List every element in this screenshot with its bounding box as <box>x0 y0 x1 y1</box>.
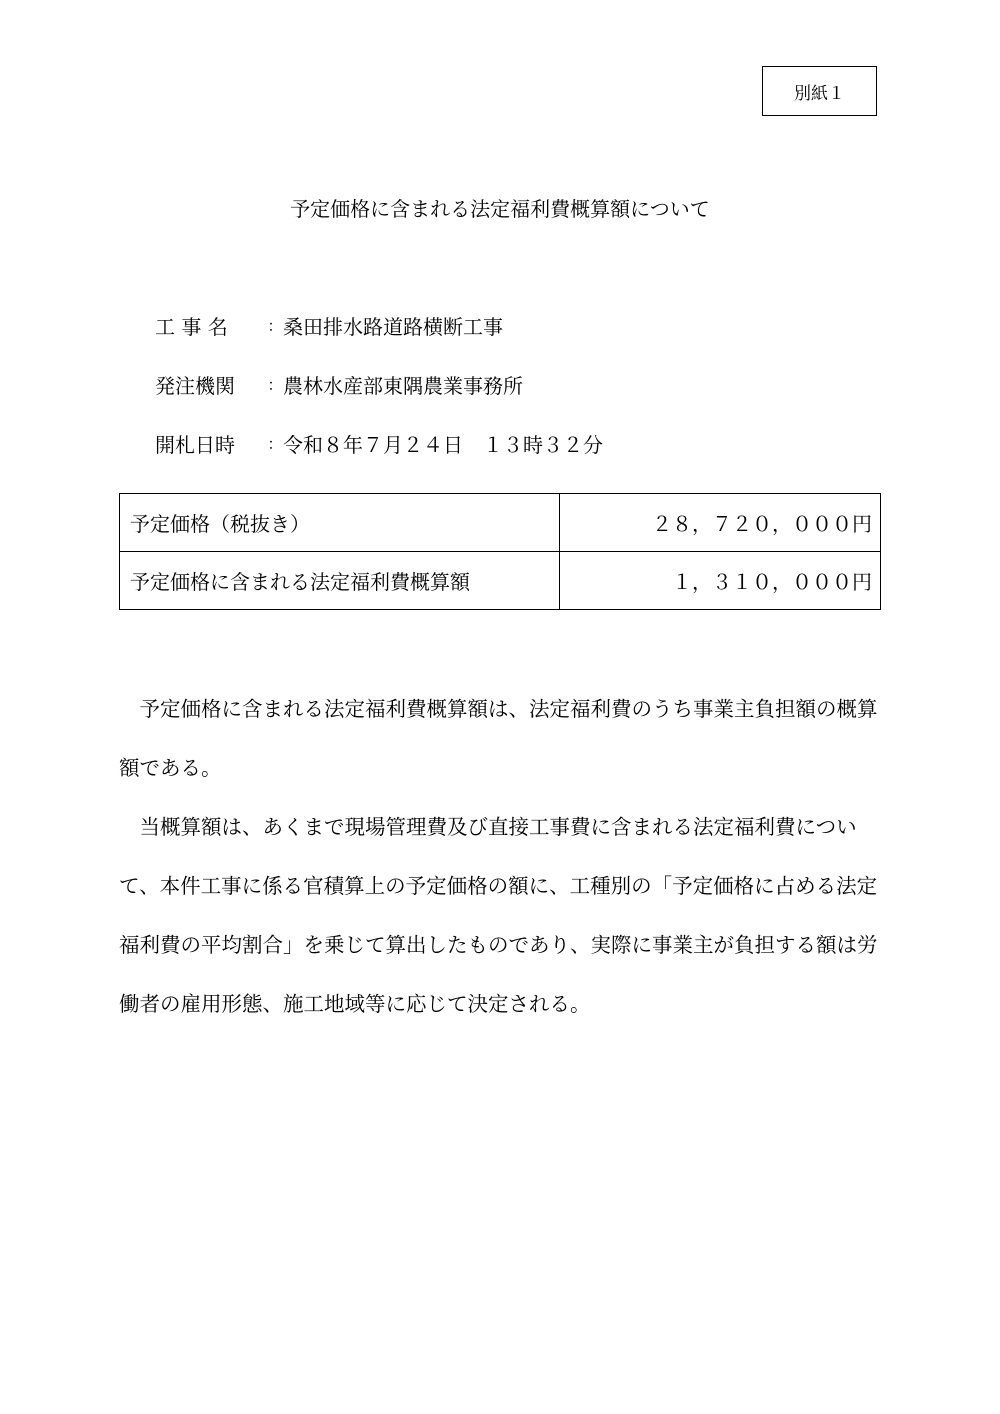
info-colon: ： <box>267 434 283 453</box>
info-value: 令和８年７月２４日 １３時３２分 <box>283 432 603 457</box>
info-colon: ： <box>267 375 283 394</box>
paragraph: 当概算額は、あくまで現場管理費及び直接工事費に含まれる法定福利費について、本件工事に係る官積算上の予定価格の額に、工種別の「予定価格に占める法定福利費の平均割合」を乗じて算出したものであり、実際に事業主が負担する額は労働者の雇用形態、施工地域等に応じて決定される。 <box>119 815 878 1016</box>
info-value: 農林水産部東隅農業事務所 <box>283 373 523 398</box>
table-cell-label: 予定価格（税抜き） <box>120 494 560 552</box>
info-label: 発注機関 <box>155 373 235 398</box>
info-row-bid-opening-datetime <box>155 428 603 458</box>
info-value: 桑田排水路道路横断工事 <box>283 314 503 339</box>
table-row <box>120 552 881 610</box>
info-row-project-name <box>155 310 503 340</box>
attachment-label: 別紙１ <box>762 66 877 116</box>
table-cell-label: 予定価格に含まれる法定福利費概算額 <box>120 552 560 610</box>
info-row-ordering-agency <box>155 369 523 399</box>
paragraph: 予定価格に含まれる法定福利費概算額は、法定福利費のうち事業主負担額の概算額である。 <box>119 697 878 780</box>
info-label: 開札日時 <box>155 432 235 457</box>
explanation-text <box>119 680 889 1034</box>
info-colon: ： <box>267 316 283 335</box>
price-table <box>119 493 881 610</box>
table-row <box>120 494 881 552</box>
table-cell-amount: ２８，７２０，０００円 <box>559 494 881 552</box>
info-label: 工 事 名 <box>155 314 228 339</box>
document-title: 予定価格に含まれる法定福利費概算額について <box>290 197 710 221</box>
table-cell-amount: １，３１０，０００円 <box>559 552 881 610</box>
